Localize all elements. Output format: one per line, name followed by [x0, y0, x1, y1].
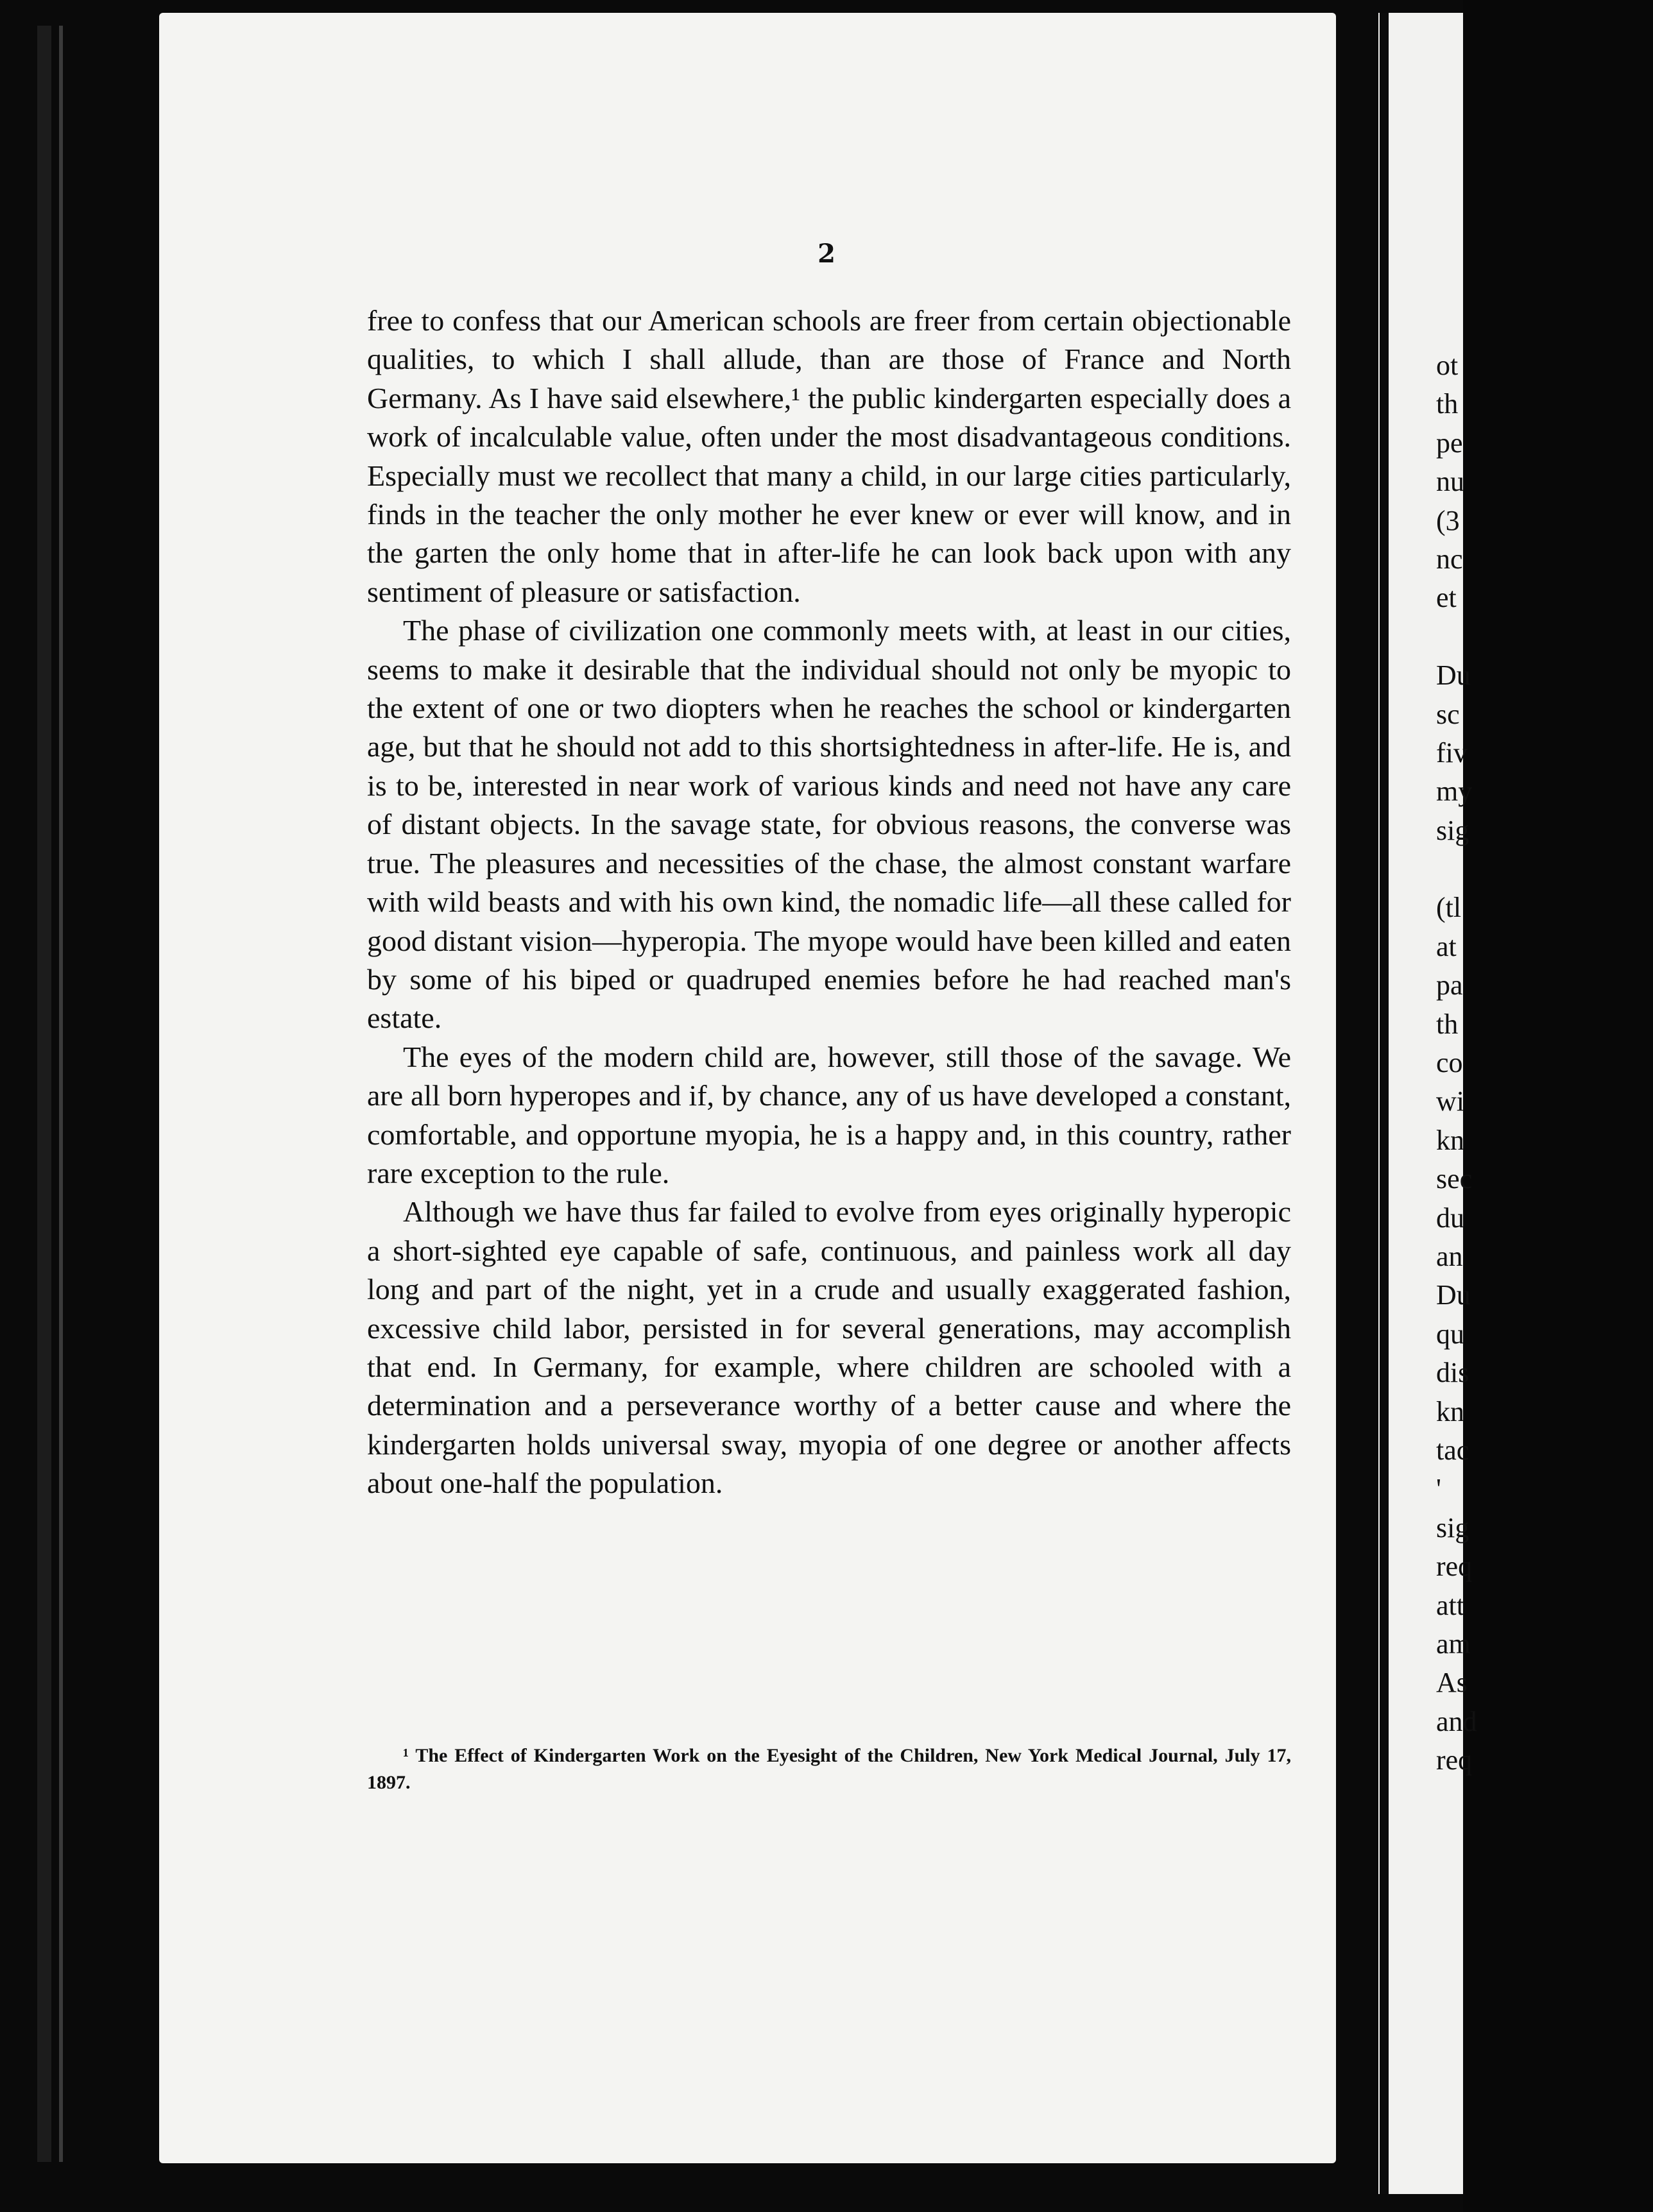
facing-page-fragment: Du [1436, 659, 1471, 692]
facing-page-fragment: kn [1436, 1395, 1464, 1427]
facing-page-fragment: tac [1436, 1434, 1469, 1466]
facing-page-fragment: et [1436, 582, 1457, 614]
facing-page-fragment: kn [1436, 1124, 1464, 1156]
facing-page-fragment: As [1436, 1667, 1468, 1699]
facing-page-fragment: sc [1436, 698, 1460, 730]
facing-page-fragment: sig [1436, 814, 1469, 846]
facing-page-fragment: Du [1436, 1279, 1471, 1311]
facing-page-fragment: at [1436, 930, 1457, 962]
paragraph-4: Although we have thus far failed to evolve from eyes originally hyperopic a short-sighted eye capable of safe, continuous, and painless work all day long and part of the night, yet in a crude and usually exaggerated fashion, excessive child labor, persisted in for several generations, may accomplish that end. In Germany, for example, where children are schooled with a determination and a perseverance worthy of a better cause and where the kindergarten holds universal sway, myopia of one degree or another affects about one-half the population. [367, 1195, 1291, 1500]
facing-page-fragment: am [1436, 1628, 1471, 1660]
facing-page-fragment: co [1436, 1047, 1463, 1079]
page-number: 2 [818, 239, 835, 269]
facing-page-fragment: nu [1436, 466, 1464, 498]
facing-page-fragment: du [1436, 1202, 1464, 1234]
facing-page-fragment: th [1436, 388, 1459, 420]
facing-page-fragment: pe [1436, 427, 1463, 459]
facing-page-fragment: sig [1436, 1511, 1469, 1544]
facing-page-fragment [1436, 618, 1475, 656]
facing-page-fragment: pa [1436, 969, 1463, 1001]
facing-page-fragment: (3 [1436, 504, 1460, 536]
facing-page-fragment: req [1436, 1744, 1473, 1776]
facing-page-fragment [1436, 850, 1475, 889]
facing-page-fragment: qu [1436, 1318, 1464, 1350]
paragraph-1: free to confess that our American schools are freer from certain objectionable qualities, to which I shall allude, than are those of France and North Germany. As I have said elsewhere,¹ the public kindergarten especially does a work of incalculable value, often under the most disadvantageous conditions. Especially must we recollect that many a child, in our large cities particularly, finds in the teacher the only mother he ever knew or ever will know, and in the garten the only home that in after-life he can look back upon with any sentiment of pleasure or satisfaction. [367, 304, 1291, 608]
facing-page-fragment: wi [1436, 1085, 1464, 1118]
facing-page-fragment: and [1436, 1705, 1477, 1737]
facing-page-fragment: ot [1436, 350, 1459, 381]
book-edge-stripe [37, 26, 51, 2162]
facing-page-text-fragments [1436, 346, 1475, 1780]
facing-page-fragment: (tl [1436, 892, 1462, 924]
facing-page-fragment: my [1436, 776, 1473, 808]
book-edge-line [59, 26, 63, 2162]
page-gutter [1380, 13, 1389, 2194]
facing-page-fragment: sec [1436, 1163, 1473, 1195]
facing-page-fragment: att [1436, 1589, 1464, 1621]
paragraph-2: The phase of civilization one commonly meets with, at least in our cities, seems to make it desirable that the individual should not only be myopic to the extent of one or two diopters when he reaches the school or kindergarten age, but that he should not add to this shortsightedness in after-life. He is, and is to be, interested in near work of various kinds and need not have any care of distant objects. In the savage state, for obvious reasons, the converse was true. The pleasures and necessities of the chase, the almost constant warfare with wild beasts and with his own kind, the nomadic life—all these called for good distant vision—hyperopia. The myope would have been killed and eaten by some of his biped or quadruped enemies before he had reached man's estate. [367, 614, 1291, 1035]
paragraph-3: The eyes of the modern child are, however, still those of the savage. We are all born hyperopes and if, by chance, any of us have developed a constant, comfortable, and opportune myopia, he is a happy and, in this country, rather rare exception to the rule. [367, 1040, 1291, 1189]
facing-page-fragment: ' [1436, 1473, 1441, 1505]
footnote: ¹ The Effect of Kindergarten Work on the Eyesight of the Children, New York Medical Journal, July 17, 1897. [367, 1745, 1291, 1793]
facing-page-fragment: nc [1436, 543, 1463, 575]
facing-page-fragment: req [1436, 1551, 1473, 1583]
facing-page-fragment: dis [1436, 1357, 1469, 1389]
body-text [367, 302, 1291, 1503]
facing-page-fragment: th [1436, 1008, 1459, 1040]
facing-page-fragment: fiv [1436, 736, 1468, 769]
facing-page-fragment: an [1436, 1240, 1463, 1272]
